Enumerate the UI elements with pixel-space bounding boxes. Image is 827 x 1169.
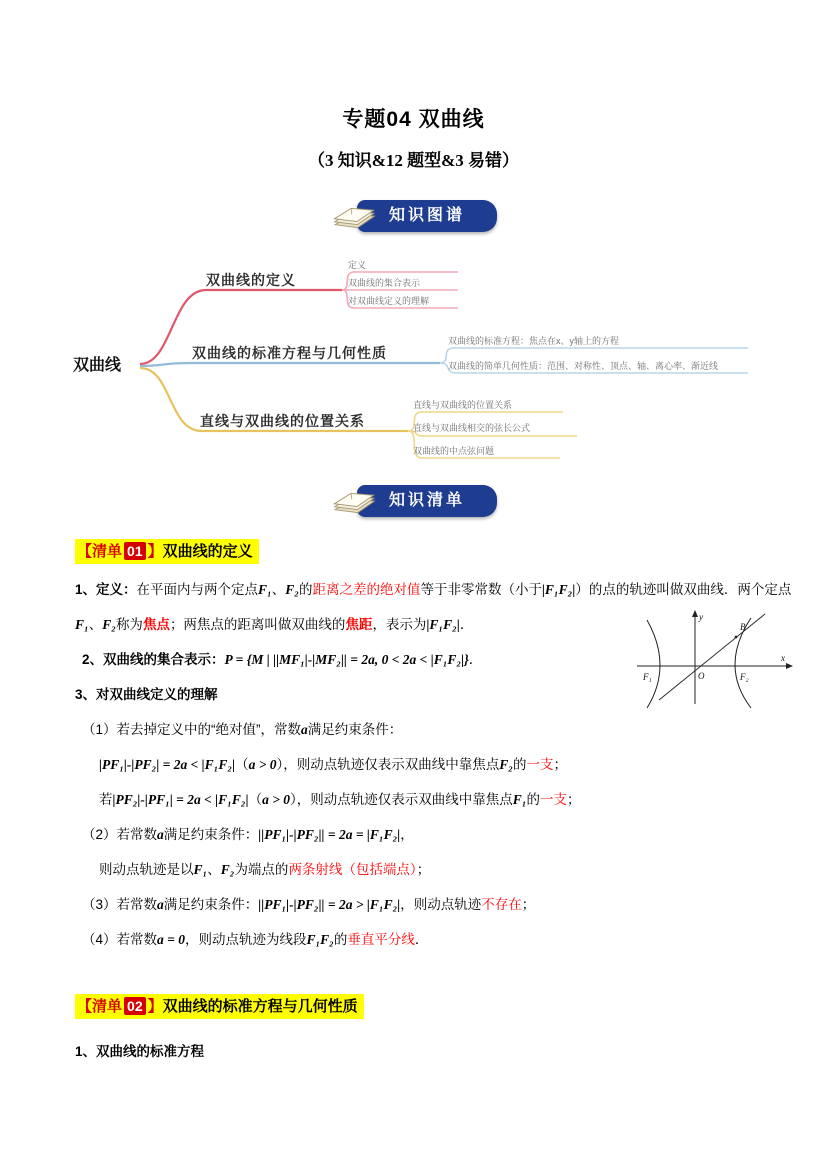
mindmap-child: 对双曲线定义的理解 xyxy=(348,296,430,306)
bracket: 】 xyxy=(147,998,163,1015)
text-run: 、 xyxy=(207,862,221,877)
formula: |F₁F₂| xyxy=(426,617,460,632)
label-bold: 1、定义： xyxy=(75,582,137,597)
text-run: ． xyxy=(414,932,429,947)
mindmap-child: 直线与双曲线相交的弦长公式 xyxy=(413,423,531,433)
text-run: ；两焦点的距离叫做双曲线的 xyxy=(169,617,346,632)
text-run: ； xyxy=(521,897,536,912)
axis-label-y: y xyxy=(699,612,703,622)
key-term: 垂直平分线 xyxy=(347,932,415,947)
banner-label: 知识清单 xyxy=(357,485,497,517)
text-run: ），则动点轨迹仅表示双曲线中靠焦点 xyxy=(276,757,500,772)
text-run: 在平面内与两个定点 xyxy=(136,582,259,597)
text-run: ），则动点轨迹仅表示双曲线中靠焦点 xyxy=(290,792,513,807)
text-run: ； xyxy=(566,792,581,807)
text-run: 则动点轨迹是以 xyxy=(99,862,194,877)
point-b-label: B xyxy=(740,622,746,632)
section-number: 01 xyxy=(124,542,146,560)
section-tag: 清单 xyxy=(92,998,123,1015)
text-run: （ xyxy=(235,757,249,772)
paragraph-case-1a xyxy=(75,747,797,782)
text-run: 等于非零常数（小于 xyxy=(420,582,542,597)
formula: F₁F₂ xyxy=(306,932,334,947)
knowledge-list-banner xyxy=(333,483,499,521)
text-run: 的 xyxy=(333,932,348,947)
section-title: 双曲线的标准方程与几何性质 xyxy=(162,998,358,1015)
formula: ||PF₁|-|PF₂|| = 2a = |F₁F₂| xyxy=(258,827,401,842)
section-title: 双曲线的定义 xyxy=(162,543,253,560)
text-run: 为端点的 xyxy=(234,862,289,877)
text-run: （2）若常数 xyxy=(82,827,158,842)
section-02-header xyxy=(75,995,364,1016)
mindmap-child: 直线与双曲线的位置关系 xyxy=(413,400,513,410)
paragraph-case-3 xyxy=(75,887,797,922)
text-run: 称为 xyxy=(115,617,143,632)
mindmap-child: 双曲线的简单几何性质：范围、对称性、顶点、轴、离心率、渐近线 xyxy=(448,361,719,371)
text-run: ，则动点轨迹 xyxy=(400,897,482,912)
formula: |F₁F₂| xyxy=(541,582,576,597)
doc-title: 专题04 双曲线 xyxy=(342,108,485,131)
focus-2-label: F₂ xyxy=(740,672,749,682)
paragraph-case-4 xyxy=(75,922,797,957)
text-run: 的 xyxy=(298,582,313,597)
formula: a > 0 xyxy=(248,757,277,772)
text-run: 满足约束条件： xyxy=(163,897,259,912)
formula: F₁ xyxy=(258,582,272,597)
text-run: ，则动点轨迹为线段 xyxy=(184,932,307,947)
text-run: 若 xyxy=(99,792,113,807)
mindmap-child: 定义 xyxy=(348,260,367,270)
text-run: ． xyxy=(468,652,483,667)
bracket: 【 xyxy=(77,998,93,1015)
formula: F₂ xyxy=(102,617,116,632)
text-run: 、 xyxy=(88,617,103,632)
text-run: 的 xyxy=(526,792,540,807)
formula: |PF₂|-|PF₁| = 2a < |F₁F₂| xyxy=(112,792,249,807)
formula: a xyxy=(157,897,164,912)
mindmap-branch-definition: 双曲线的定义 xyxy=(206,272,296,288)
formula: F₁ xyxy=(75,617,89,632)
label-bold: 3、对双曲线定义的理解 xyxy=(75,687,218,702)
mindmap-child: 双曲线的中点弦问题 xyxy=(413,446,495,456)
key-term: 距离之差的绝对值 xyxy=(312,582,421,597)
key-term: 一支 xyxy=(526,757,554,772)
text-run: 满足约束条件： xyxy=(163,827,259,842)
key-term: 一支 xyxy=(539,792,567,807)
text-run: （3）若常数 xyxy=(82,897,158,912)
bracket: 【 xyxy=(77,543,93,560)
formula: ||PF₁|-|PF₂|| = 2a > |F₁F₂| xyxy=(258,897,401,912)
paragraph-case-2-result xyxy=(75,852,797,887)
origin-label: O xyxy=(698,671,705,681)
formula: a xyxy=(157,827,164,842)
text-run: ； xyxy=(416,862,431,877)
paragraph-case-2 xyxy=(75,817,797,852)
bracket: 】 xyxy=(147,543,163,560)
key-term: 焦距 xyxy=(345,617,373,632)
book-icon xyxy=(331,483,377,517)
formula: a = 0 xyxy=(157,932,185,947)
section-01-highlight xyxy=(75,539,259,564)
section-02-highlight xyxy=(75,994,364,1019)
text-run: ）的点的轨迹叫做双曲线．两个定点 xyxy=(575,582,792,597)
banner-label: 知识图谱 xyxy=(357,200,497,232)
formula: a xyxy=(301,722,308,737)
formula: F₂ xyxy=(220,862,235,877)
paragraph-case-1 xyxy=(75,712,797,747)
key-term: 不存在 xyxy=(481,897,522,912)
label-bold: 2、双曲线的集合表示： xyxy=(82,652,225,667)
text-run: ． xyxy=(459,617,474,632)
knowledge-map-banner xyxy=(333,198,499,236)
formula: F₂ xyxy=(285,582,299,597)
formula: P = {M | ||MF₁|-|MF₂|| = 2a, 0 < 2a < |F₁F₂|} xyxy=(224,652,469,667)
formula: |PF₁|-|PF₂| = 2a < |F₁F₂| xyxy=(99,757,236,772)
mindmap-branch-line-position: 直线与双曲线的位置关系 xyxy=(200,413,365,429)
book-icon xyxy=(331,198,377,232)
text-run: 、 xyxy=(271,582,286,597)
section-01-header xyxy=(75,540,259,561)
text-run: ； xyxy=(553,757,567,772)
paragraph-case-1b xyxy=(75,782,797,817)
axis-label-x: x xyxy=(781,653,785,663)
text-run: （ xyxy=(248,792,263,807)
text-run: ， xyxy=(400,827,414,842)
text-run: （4）若常数 xyxy=(82,932,158,947)
focus-1-label: F₁ xyxy=(643,672,652,682)
formula: F₂ xyxy=(499,757,513,772)
text-run: （1）若去掉定义中的“绝对值”，常数 xyxy=(82,722,301,737)
mindmap-root: 双曲线 xyxy=(73,357,122,374)
mindmap-child: 双曲线的标准方程：焦点在x、y轴上的方程 xyxy=(448,336,620,346)
text-run: ，表示为 xyxy=(372,617,427,632)
subsection-standard-equation: 1、双曲线的标准方程 xyxy=(75,1044,205,1059)
formula: F₁ xyxy=(512,792,527,807)
key-term: 两条射线（包括端点） xyxy=(288,862,417,877)
formula: F₁ xyxy=(193,862,208,877)
mindmap-branch-standard-equation: 双曲线的标准方程与几何性质 xyxy=(192,345,387,361)
section-number: 02 xyxy=(124,997,146,1015)
hyperbola-figure xyxy=(633,606,797,710)
text-run: 满足约束条件： xyxy=(307,722,403,737)
formula: a > 0 xyxy=(262,792,291,807)
text-run: 的 xyxy=(512,757,527,772)
doc-subtitle: （3 知识&12 题型&3 易错） xyxy=(307,151,520,170)
mindmap-child: 双曲线的集合表示 xyxy=(348,278,421,288)
key-term: 焦点 xyxy=(142,617,170,632)
section-tag: 清单 xyxy=(92,543,123,560)
